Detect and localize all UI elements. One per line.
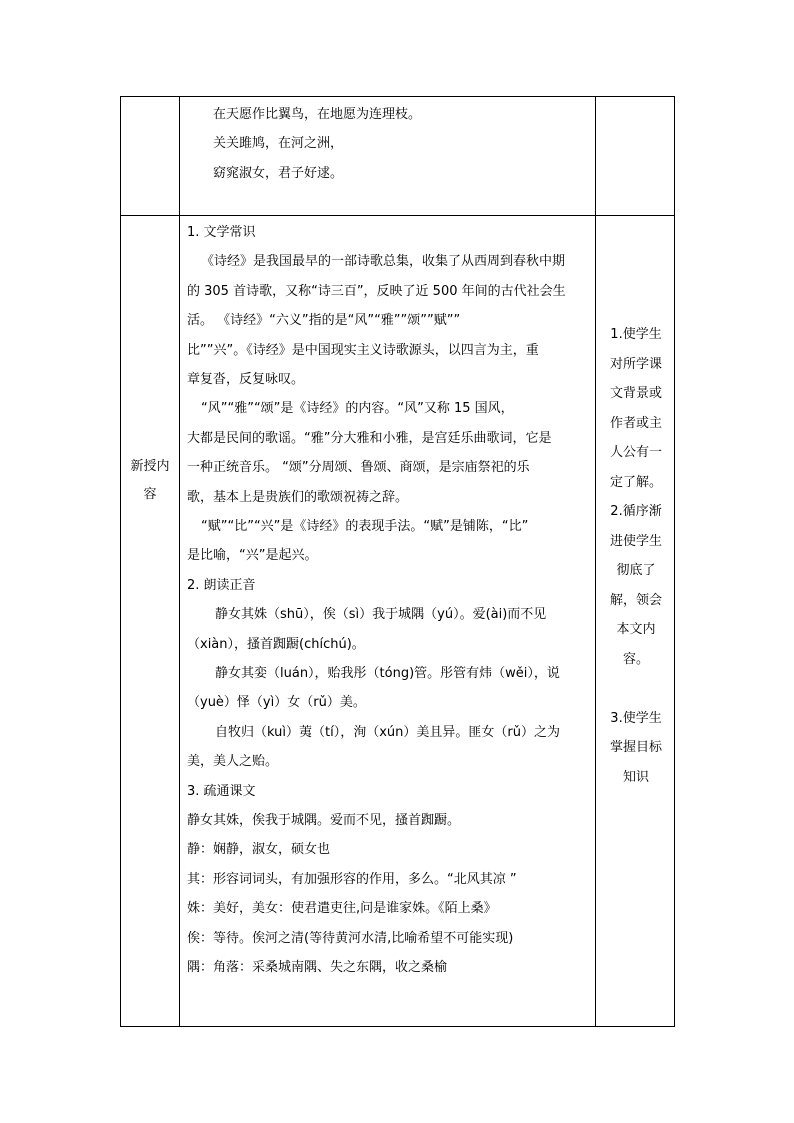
objective-line: 知识	[622, 770, 649, 785]
content-line: 3. 疏通课文	[187, 784, 256, 799]
poem-line: 关关雎鸠，在河之洲，	[213, 136, 344, 151]
content-line: 静：娴静，淑女，硕女也	[187, 842, 331, 857]
content-line: 是比喻，“兴”是起兴。	[187, 548, 318, 563]
section-label-line2: 容	[143, 487, 157, 502]
content-line: 一种正统音乐。 “颂”分周颂、鲁颂、商颂，是宗庙祭祀的乐	[187, 460, 530, 475]
objective-line: 1.使学生	[610, 327, 662, 342]
objective-line: 本文内	[616, 622, 656, 637]
content-line: 其：形容词词头，有加强形容的作用，多么。“北风其凉 ”	[187, 872, 517, 887]
content-line: 静女其姝（shū），俟（sì）我于城隅（yú）。爱(ài)而不见	[215, 607, 547, 622]
content-line: 自牧归（kuì）荑（tí），洵（xún）美且异。匪女（rǔ）之为	[215, 725, 560, 740]
column-divider-left	[179, 97, 180, 1026]
content-line: 1. 文学常识	[187, 225, 256, 240]
objective-line: 2.循序渐	[610, 504, 662, 519]
content-line: 静女其姝，俟我于城隅。爱而不见，搔首踟蹰。	[187, 813, 461, 828]
poem-line: 在天愿作比翼鸟，在地愿为连理枝。	[213, 107, 422, 122]
objective-line: 彻底了	[616, 563, 656, 578]
content-line: “赋”“比”“兴”是《诗经》的表现手法。“赋”是铺陈，“比”	[201, 519, 529, 534]
objective-line: 3.使学生	[610, 711, 662, 726]
content-line: “风”“雅”“颂”是《诗经》的内容。“风”又称 15 国风，	[201, 401, 514, 416]
objective-line: 文背景或	[609, 386, 662, 401]
content-line: 美，美人之贻。	[187, 754, 279, 769]
objective-line: 人公有一	[609, 445, 662, 460]
section-label-line1: 新授内	[130, 459, 170, 474]
content-line: 歌，基本上是贵族们的歌颂祝祷之辞。	[187, 490, 409, 505]
content-line: 姝：美好，美女：使君遣吏往,问是谁家姝。《陌上桑》	[187, 901, 497, 916]
objective-line: 进使学生	[609, 534, 662, 549]
objective-line: 容。	[622, 652, 649, 667]
row-divider	[121, 215, 674, 216]
content-line: 活。 《诗经》“六义”指的是“风”“雅””颂””赋””	[187, 313, 461, 328]
content-line: 2. 朗读正音	[187, 578, 256, 593]
content-line: 的 305 首诗歌，又称“诗三百”，反映了近 500 年间的古代社会生	[187, 284, 566, 299]
content-line: 《诗经》是我国最早的一部诗歌总集，收集了从西周到春秋中期	[201, 254, 566, 269]
lesson-table	[120, 96, 675, 1027]
poem-line: 窈窕淑女，君子好逑。	[213, 166, 344, 181]
objective-line: 掌握目标	[609, 740, 662, 755]
content-line: 隅：角落：采桑城南隅、失之东隅，收之桑榆	[187, 960, 448, 975]
content-line: （xiàn），搔首踟蹰(chíchú)。	[187, 637, 365, 652]
content-line: 章复沓，反复咏叹。	[187, 372, 305, 387]
content-line: 俟：等待。俟河之清(等待黄河水清,比喻希望不可能实现)	[187, 931, 514, 946]
content-line: （yuè）怿（yì）女（rǔ）美。	[187, 695, 366, 710]
objective-line: 对所学课	[609, 357, 662, 372]
objective-line: 定了解。	[609, 475, 662, 490]
objective-line: 解，领会	[609, 593, 662, 608]
content-line: 大都是民间的歌谣。“雅”分大雅和小雅，是宫廷乐曲歌词，它是	[187, 431, 552, 446]
content-line: 静女其娈（luán），贻我彤（tóng)管。彤管有炜（wěi），说	[215, 666, 560, 681]
content-line: 比””兴”。《诗经》是中国现实主义诗歌源头，以四言为主，重	[187, 343, 539, 358]
objective-line: 作者或主	[609, 416, 662, 431]
